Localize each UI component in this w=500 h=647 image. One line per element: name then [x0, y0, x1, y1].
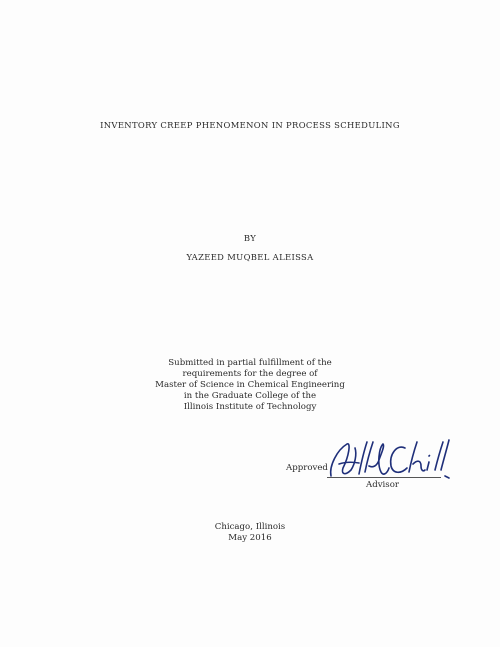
statement-line: in the Graduate College of the	[183, 391, 317, 401]
author-name: YAZEED MUQBEL ALEISSA	[186, 252, 314, 262]
advisor-label: Advisor	[366, 480, 400, 490]
approved-label: Approved	[286, 463, 328, 473]
place: Chicago, Illinois	[214, 522, 286, 532]
submission-statement	[0, 358, 500, 413]
by-label: BY	[243, 233, 257, 243]
signature-line	[327, 477, 441, 478]
statement-line: Master of Science in Chemical Engineering	[155, 380, 345, 390]
place-and-date	[0, 522, 500, 544]
statement-line: requirements for the degree of	[182, 369, 318, 379]
thesis-title: INVENTORY CREEP PHENOMENON IN PROCESS SCHEDULING	[100, 120, 400, 130]
statement-line: Submitted in partial fulfillment of the	[168, 358, 332, 368]
date: May 2016	[228, 533, 272, 543]
statement-line: Illinois Institute of Technology	[183, 402, 317, 412]
